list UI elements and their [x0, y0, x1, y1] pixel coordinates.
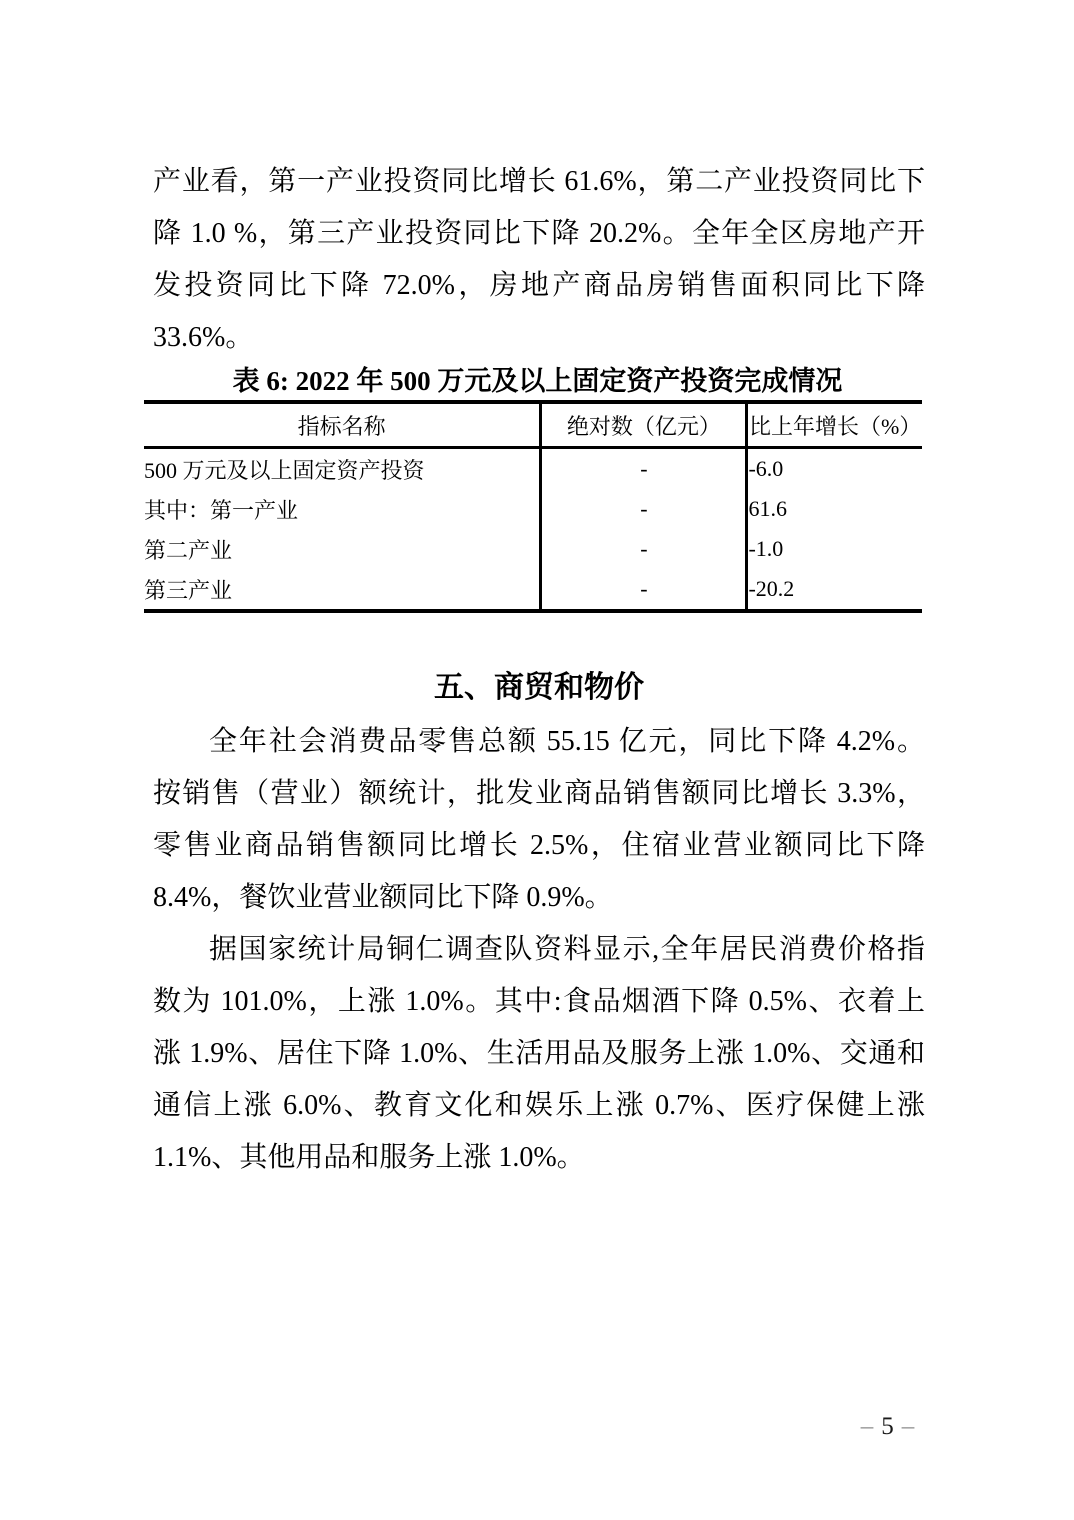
absolute-cell: -	[541, 569, 747, 611]
indicator-cell: 第二产业	[144, 537, 233, 563]
table-row	[144, 489, 922, 529]
table-row	[144, 529, 922, 569]
fixed-investment-table	[144, 400, 922, 613]
indicator-cell: 第三产业	[144, 577, 233, 603]
paragraph-line: 按销售（营业）额统计，批发业商品销售额同比增长 3.3%，	[153, 778, 925, 809]
absolute-cell: -	[541, 529, 747, 569]
paragraph-line: 产业看，第一产业投资同比增长 61.6%，第二产业投资同比下	[153, 166, 925, 197]
growth-cell: -20.2	[747, 569, 922, 611]
paragraph-line: 通信上涨 6.0%、教育文化和娱乐上涨 0.7%、医疗保健上涨	[153, 1090, 925, 1121]
page-number-dash: –	[860, 1413, 874, 1440]
paragraph-line: 降 1.0 %，第三产业投资同比下降 20.2%。全年全区房地产开	[153, 218, 925, 249]
growth-cell: -6.0	[747, 448, 922, 490]
table-title: 表 6: 2022 年 500 万元及以上固定资产投资完成情况	[232, 366, 843, 396]
paragraph-retail-sales	[153, 716, 925, 924]
header-absolute-value: 绝对数（亿元）	[541, 402, 747, 448]
page-number	[845, 1412, 930, 1442]
paragraph-line: 数为 101.0%，上涨 1.0%。其中:食品烟酒下降 0.5%、衣着上	[153, 986, 925, 1017]
header-indicator-name: 指标名称	[144, 402, 541, 448]
page-number-value: 5	[881, 1413, 894, 1440]
paragraph-consumer-price-index	[153, 924, 925, 1184]
paragraph-line: 零售业商品销售额同比增长 2.5%，住宿业营业额同比下降	[153, 830, 925, 861]
section-heading: 五、商贸和物价	[434, 671, 644, 704]
paragraph-line: 发投资同比下降 72.0%，房地产商品房销售面积同比下降	[153, 270, 925, 301]
paragraph-line: 1.1%、其他用品和服务上涨 1.0%。	[153, 1142, 585, 1173]
indicator-cell: 其中：第一产业	[144, 497, 299, 523]
paragraph-line: 33.6%。	[153, 322, 254, 353]
growth-cell: -1.0	[747, 529, 922, 569]
paragraph-line: 全年社会消费品零售总额 55.15 亿元，同比下降 4.2%。	[209, 726, 925, 757]
paragraph-fixed-investment	[153, 156, 925, 364]
paragraph-line: 涨 1.9%、居住下降 1.0%、生活用品及服务上涨 1.0%、交通和	[153, 1038, 925, 1069]
page-number-dash: –	[901, 1413, 915, 1440]
table-row	[144, 569, 922, 611]
paragraph-line: 据国家统计局铜仁调查队资料显示,全年居民消费价格指	[209, 934, 925, 965]
paragraph-line: 8.4%，餐饮业营业额同比下降 0.9%。	[153, 882, 613, 913]
absolute-cell: -	[541, 448, 747, 490]
table-row	[144, 448, 922, 490]
header-growth-rate: 比上年增长（%）	[747, 402, 922, 448]
indicator-cell: 500 万元及以上固定资产投资	[144, 457, 425, 483]
absolute-cell: -	[541, 489, 747, 529]
growth-cell: 61.6	[747, 489, 922, 529]
table-header-row	[144, 402, 922, 448]
